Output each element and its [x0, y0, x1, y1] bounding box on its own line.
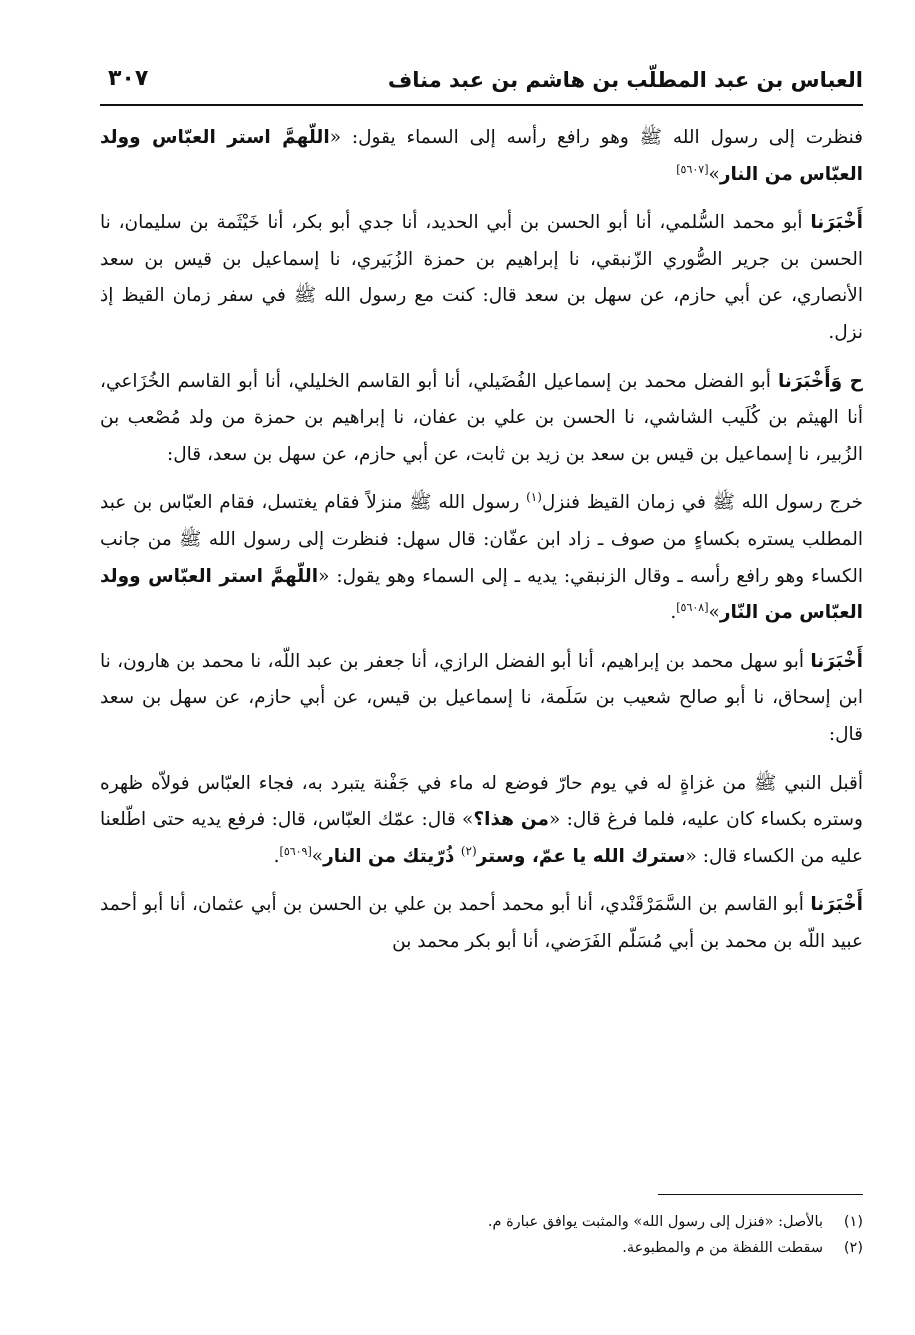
paragraph-7: أَخْبَرَنا أبو القاسم بن السَّمَرْقَنْدي، أنا أبو محمد أحمد بن علي بن الحسن بن أبي عثمان، أنا أبو أحمد عبيد اللّه بن محمد بن أبي مُسَلّم الفَرَضي، أنا أبو بكر محمد بن	[100, 894, 863, 952]
footnote-mark-2: (٢)	[460, 843, 477, 858]
hadith-quote: اللّهمَّ استر العبّاس وولد العبّاس من النار	[100, 127, 863, 185]
paragraph-4: خرج رسول الله ﷺ في زمان القيظ فنزل$^{(١)}$ رسول الله ﷺ منزلاً فقام يغتسل، فقام العبّاس بن عبد المطلب يستره بكساءٍ من صوف ـ زاد ابن عفّان: قال سهل: فنظرت إلى رسول الله ﷺ من جانب الكساء وهو رافع رأسه ـ وقال الزنبقي: يديه ـ إلى السماء وهو يقول: «اللّهمَّ استر العبّاس وولد العبّاس من النّار»[٥٦٠٨].	[100, 490, 863, 624]
isnad-lead-word: أَخْبَرَنا	[810, 894, 863, 916]
book-page	[100, 0, 863, 1335]
paragraph-5: أَخْبَرَنا أبو سهل محمد بن إبراهيم، أنا أبو الفضل الرازي، أنا جعفر بن عبد اللّه، نا محمد بن هارون، نا ابن إسحاق، نا أبو صالح شعيب بن سَلَمة، نا إسماعيل بن قيس، عن أبي حازم، عن سهل بن سعد قال:	[100, 650, 863, 745]
isnad-lead-word: أَخْبَرَنا	[810, 650, 863, 672]
paragraph-6: أقبل النبي ﷺ من غزاةٍ له في يوم حارّ فوضع له ماء في جَفْنة يتبرد به، فجاء العبّاس فولاّه ظهره وستره بكساء كان عليه، فلما فرغ قال: «من هذا؟» قال: عمّك العبّاس، قال: فرفع يديه حتى اطّلعنا عليه من الكساء قال: «سترك الله يا عمّ، وستر$^{(٢)}$ ذُرّيتك من النار»[٥٦٠٩].	[100, 772, 863, 867]
paragraph-3: ح وَأَخْبَرَنا أبو الفضل محمد بن إسماعيل الفُضَيلي، أنا أبو القاسم الخليلي، أنا أبو القاسم الخُزَاعي، أنا الهيثم بن كُلَيب الشاشي، نا الحسن بن علي بن عفان، نا إبراهيم بن حمزة من ولد مُصْعب بن الزُبير، نا إسماعيل بن قيس بن سعد بن زيد بن ثابت، عن أبي حازم، عن سهل بن سعد، قال:	[100, 370, 863, 465]
footnote-text: سقطت اللفظة من م والمطبوعة.	[622, 1240, 823, 1256]
header-rule	[100, 104, 863, 106]
hadith-reference: [٥٦٠٨]	[676, 600, 709, 614]
hadith-reference: [٥٦٠٧]	[676, 162, 709, 176]
footnote-number: (١)	[843, 1214, 863, 1230]
hadith-quote: اللّهمَّ استر العبّاس وولد العبّاس من النّار	[100, 565, 863, 624]
hadith-quote: سترك الله يا عمّ، وستر	[476, 845, 686, 867]
paragraph-1: فنظرت إلى رسول الله ﷺ وهو رافع رأسه إلى السماء يقول: «اللّهمَّ استر العبّاس وولد العبّاس من النار»[٥٦٠٧]	[100, 127, 863, 185]
footnote-2	[100, 1235, 863, 1261]
hadith-reference: [٥٦٠٩]	[279, 844, 312, 858]
isnad-lead-word: ح وَأَخْبَرَنا	[777, 370, 863, 392]
footnote-number: (٢)	[843, 1240, 863, 1256]
isnad-lead-word: أَخْبَرَنا	[810, 212, 863, 234]
footnote-mark-1: (١)	[526, 490, 542, 505]
hadith-quote: من هذا؟	[473, 809, 549, 831]
hadith-quote: ذُرّيتك من النار	[323, 845, 461, 867]
footnotes	[100, 1209, 863, 1261]
footnote-1	[100, 1209, 863, 1235]
main-text	[100, 120, 863, 972]
footnote-text: بالأصل: «فنزل إلى رسول الله» والمثبت يوافق عبارة م.	[487, 1214, 823, 1230]
footnote-rule	[658, 1194, 863, 1195]
paragraph-2: أَخْبَرَنا أبو محمد السُّلمي، أنا أبو الحسن بن أبي الحديد، أنا جدي أبو بكر، أنا خَيْثَمة بن سليمان، نا الحسن بن جرير الصُّوري الزّنبقي، نا إبراهيم بن حمزة الزُبَيري، نا إسماعيل بن قيس بن سعد الأنصاري، عن أبي حازم، عن سهل بن سعد قال: كنت مع رسول الله ﷺ في سفر زمان القيظ إذ نزل.	[100, 212, 863, 343]
page-number: ٣٠٧	[108, 66, 149, 91]
running-header	[100, 62, 863, 98]
running-title: العباس بن عبد المطلّب بن هاشم بن عبد مناف	[387, 68, 863, 92]
